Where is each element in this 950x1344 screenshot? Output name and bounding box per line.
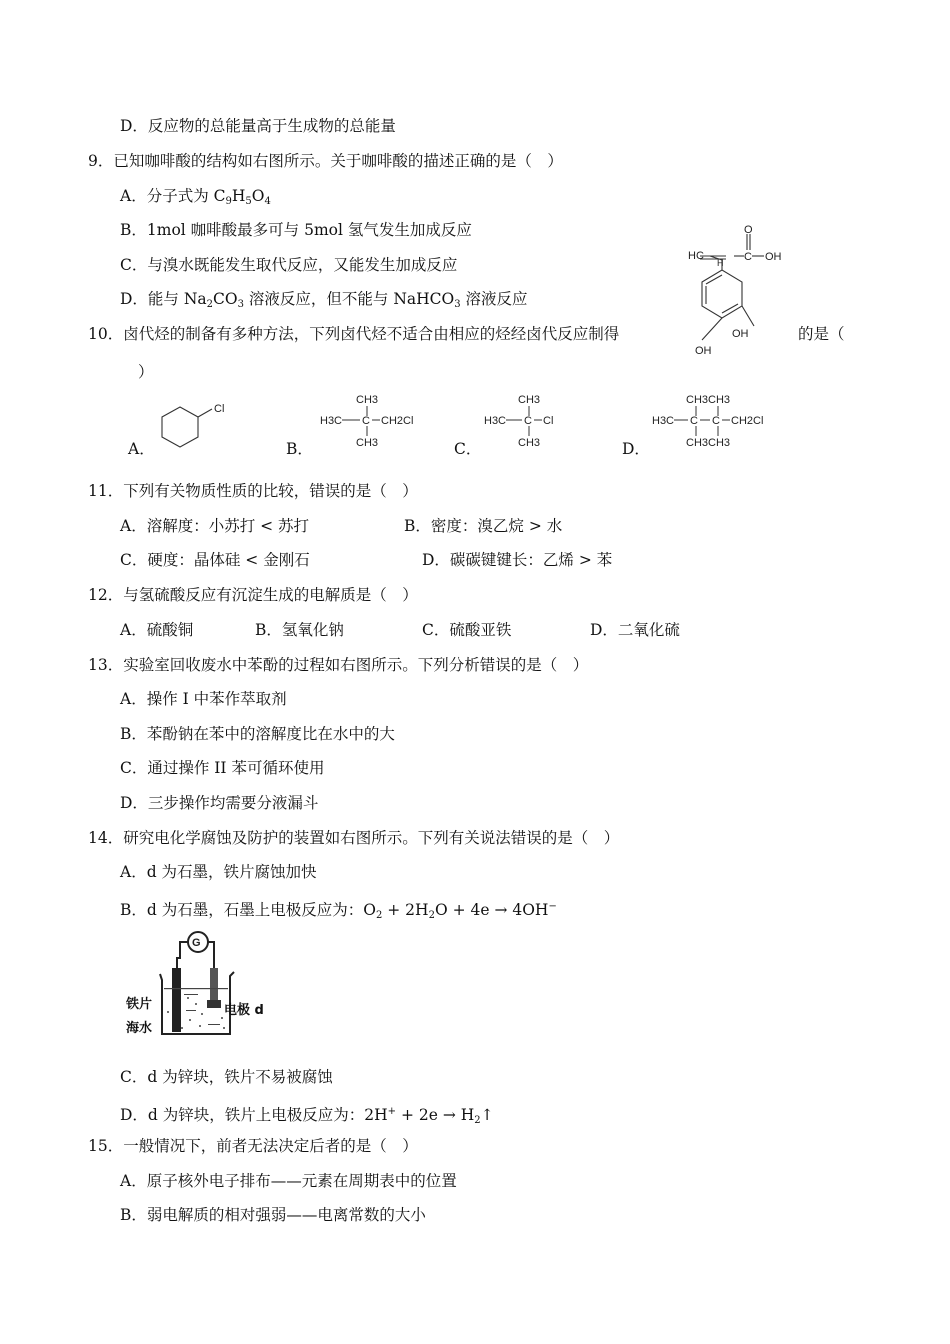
electrode-d-label: 电极 d bbox=[224, 1003, 264, 1018]
q13-option-b: B．苯酚钠在苯中的溶解度比在水中的大 bbox=[120, 725, 395, 743]
q14-option-a: A．d 为石墨，铁片腐蚀加快 bbox=[120, 863, 317, 881]
q10-stem-end: 的是（ bbox=[798, 325, 845, 343]
svg-text:C: C bbox=[362, 415, 370, 427]
q10-option-d: D． bbox=[622, 440, 650, 458]
q10-option-c: C． bbox=[454, 440, 482, 458]
q11-option-d: D．碳碳键键长：乙烯 > 苯 bbox=[422, 551, 613, 569]
q13-option-d: D．三步操作均需要分液漏斗 bbox=[120, 794, 319, 812]
dimethyl-chloride-structure bbox=[650, 390, 780, 454]
svg-text:CH3: CH3 bbox=[356, 394, 379, 406]
q14-option-b: B．d 为石墨，石墨上电极反应为：$O_2 + 2H_2O + 4e \to 4OH^-$ bbox=[120, 901, 557, 921]
svg-text:CH3CH3: CH3CH3 bbox=[686, 437, 731, 449]
caffeic-h: H bbox=[717, 258, 724, 268]
caffeic-hc: HC bbox=[688, 250, 704, 262]
q9-option-a: A．分子式为 $C_9H_5O_4$ bbox=[120, 187, 271, 207]
svg-text:Cl: Cl bbox=[543, 415, 554, 427]
svg-text:CH2Cl: CH2Cl bbox=[381, 415, 414, 427]
q15-stem: 15．一般情况下，前者无法决定后者的是（ ） bbox=[88, 1137, 418, 1155]
q10-stem: 10．卤代烃的制备有多种方法，下列卤代烃不适合由相应的烃经卤代反应制得 bbox=[88, 325, 620, 343]
svg-text:CH3: CH3 bbox=[356, 437, 379, 449]
q9-stem: 9．已知咖啡酸的结构如右图所示。关于咖啡酸的描述正确的是（ ） bbox=[88, 152, 563, 170]
svg-text:H3C: H3C bbox=[652, 415, 675, 427]
svg-text:CH3: CH3 bbox=[518, 437, 541, 449]
caffeic-oh-ring1: OH bbox=[732, 328, 749, 340]
caffeic-acid-structure bbox=[660, 222, 790, 362]
galvanometer-label: G bbox=[192, 937, 201, 949]
q13-option-c: C．通过操作 II 苯可循环使用 bbox=[120, 759, 325, 777]
q14-option-d: D．d 为锌块，铁片上电极反应为：$2H^+ + 2e \to H_2↑$ bbox=[120, 1106, 494, 1126]
cyclohexane-cl: Cl bbox=[214, 403, 225, 415]
q15-option-b: B．弱电解质的相对强弱——电离常数的大小 bbox=[120, 1206, 426, 1224]
q14-option-c: C．d 为锌块，铁片不易被腐蚀 bbox=[120, 1068, 333, 1086]
caffeic-oh: OH bbox=[765, 251, 782, 263]
q12-option-b: B．氢氧化钠 bbox=[255, 621, 344, 639]
svg-text:C: C bbox=[712, 415, 720, 427]
q12-stem: 12．与氢硫酸反应有沉淀生成的电解质是（ ） bbox=[88, 586, 418, 604]
svg-text:H3C: H3C bbox=[320, 415, 343, 427]
q9-option-d: D．能与 $Na_2CO_3$ 溶液反应，但不能与 NaHCO$_3$ 溶液反应 bbox=[120, 290, 528, 310]
q12-option-a: A．硫酸铜 bbox=[120, 621, 194, 639]
svg-text:H3C: H3C bbox=[484, 415, 507, 427]
chlorocyclohexane-structure bbox=[150, 395, 240, 465]
q11-stem: 11．下列有关物质性质的比较，错误的是（ ） bbox=[88, 482, 418, 500]
q15-option-a: A．原子核外电子排布——元素在周期表中的位置 bbox=[120, 1172, 457, 1190]
q10-option-b: B． bbox=[286, 440, 313, 458]
tert-butyl-chloride-structure bbox=[482, 390, 572, 454]
svg-text:C: C bbox=[524, 415, 532, 427]
q11-option-a: A．溶解度：小苏打 < 苏打 bbox=[120, 517, 310, 535]
iron-plate-label: 铁片 bbox=[126, 997, 153, 1012]
q11-option-c: C．硬度：晶体硅 < 金刚石 bbox=[120, 551, 310, 569]
q9-option-c: C．与溴水既能发生取代反应，又能发生加成反应 bbox=[120, 256, 458, 274]
svg-text:CH3: CH3 bbox=[518, 394, 541, 406]
svg-text:CH3CH3: CH3CH3 bbox=[686, 394, 731, 406]
q11-option-b: B．密度：溴乙烷 > 水 bbox=[404, 517, 563, 535]
q13-option-a: A．操作 I 中苯作萃取剂 bbox=[120, 690, 287, 708]
q12-option-d: D．二氧化硫 bbox=[590, 621, 680, 639]
seawater-label: 海水 bbox=[126, 1021, 153, 1036]
q13-stem: 13．实验室回收废水中苯酚的过程如右图所示。下列分析错误的是（ ） bbox=[88, 656, 589, 674]
q14-stem: 14．研究电化学腐蚀及防护的装置如右图所示。下列有关说法错误的是（ ） bbox=[88, 829, 620, 847]
caffeic-oh-ring2: OH bbox=[695, 345, 712, 357]
q10-option-a: A． bbox=[128, 440, 155, 458]
q9-option-b: B．1mol 咖啡酸最多可与 5mol 氢气发生加成反应 bbox=[120, 221, 472, 239]
svg-text:CH2Cl: CH2Cl bbox=[731, 415, 764, 427]
corrosion-apparatus-figure bbox=[122, 928, 282, 1048]
svg-text:C: C bbox=[690, 415, 698, 427]
neopentyl-chloride-structure bbox=[318, 390, 428, 454]
caffeic-c: C bbox=[744, 251, 752, 263]
q12-option-c: C．硫酸亚铁 bbox=[422, 621, 512, 639]
caffeic-o: O bbox=[744, 224, 753, 236]
q8-option-d: D．反应物的总能量高于生成物的总能量 bbox=[120, 117, 396, 135]
q10-stem-close: ） bbox=[138, 363, 154, 381]
